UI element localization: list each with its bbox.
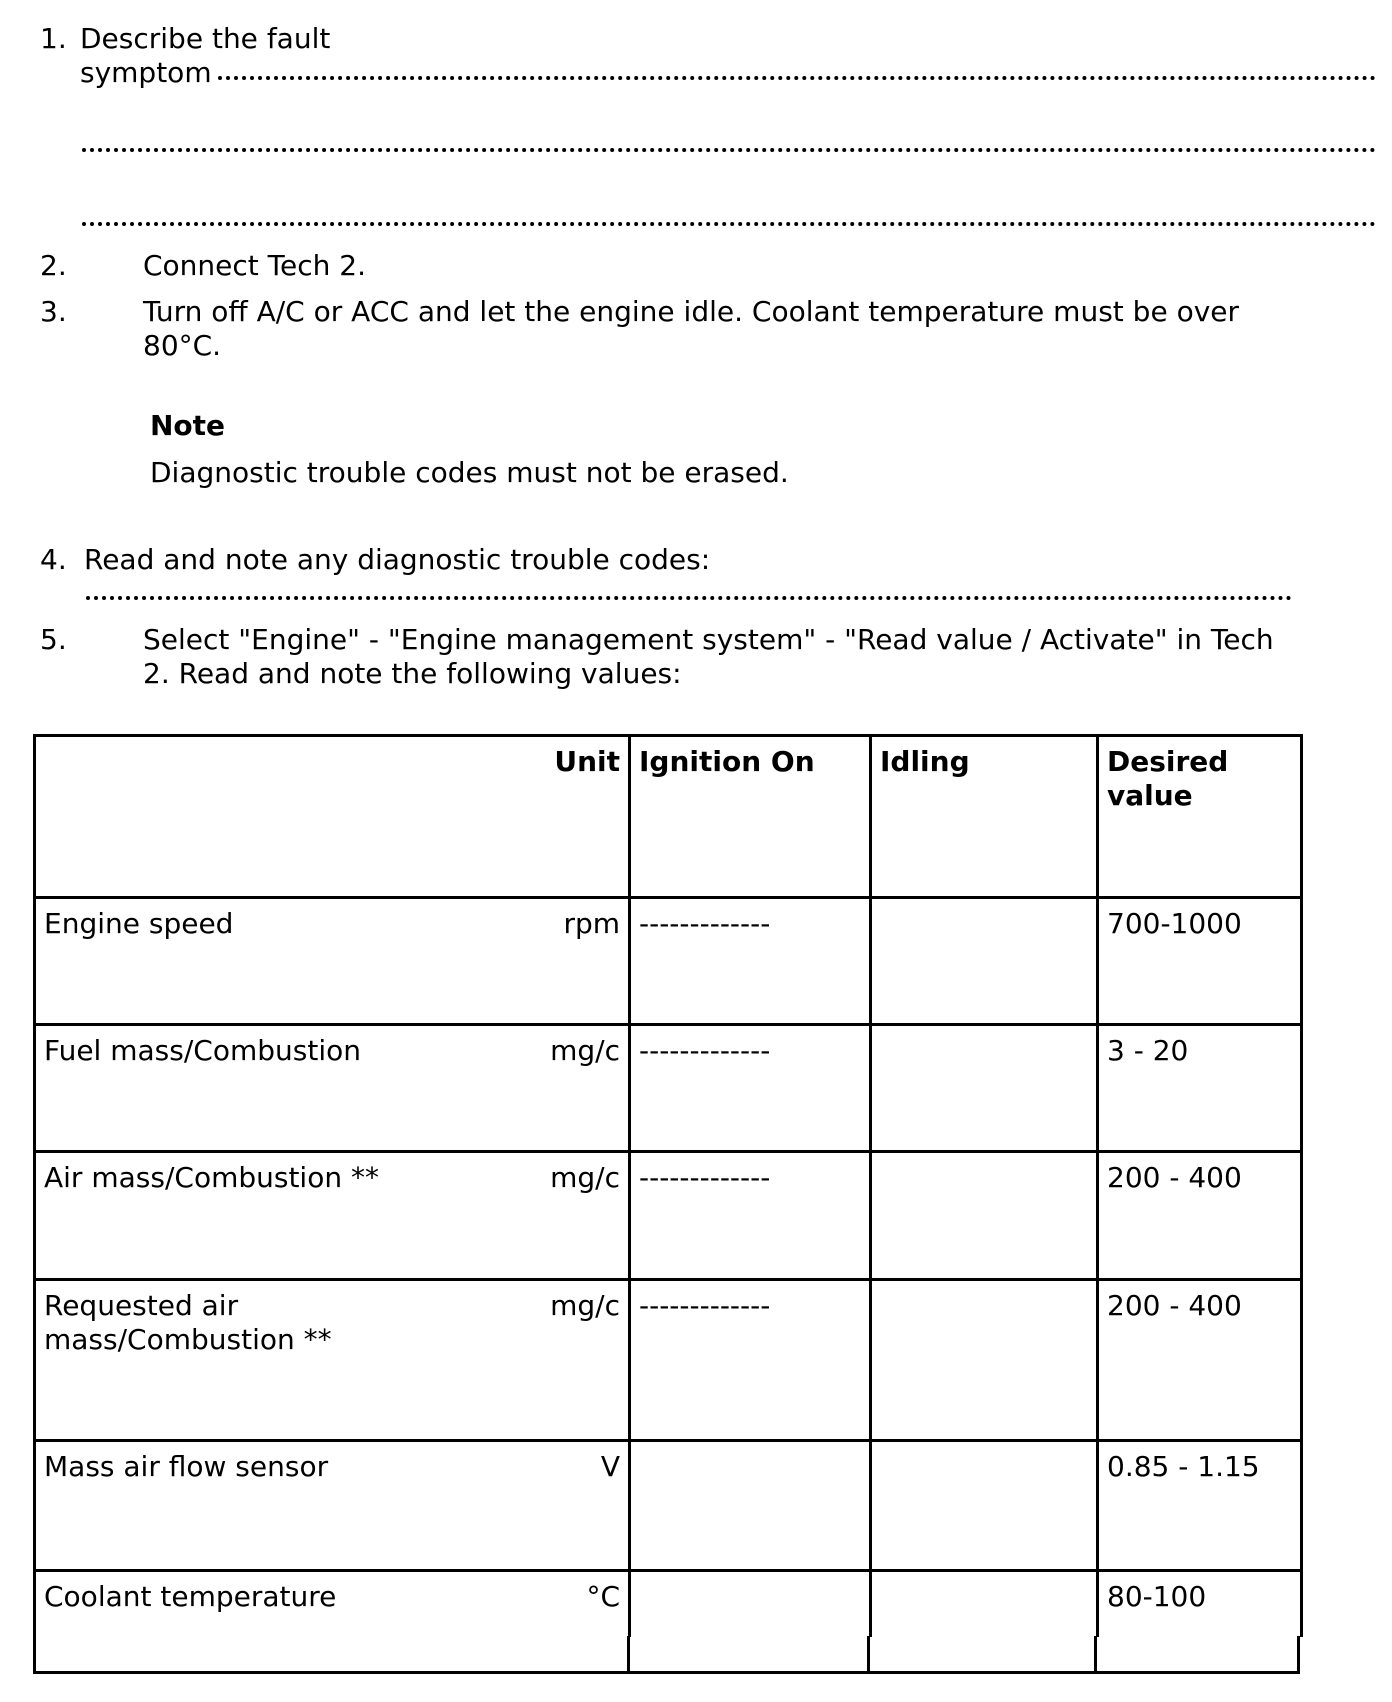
param-unit: rpm — [563, 907, 620, 940]
ignition-on-cell[interactable] — [630, 1441, 871, 1571]
param-cell — [35, 1571, 630, 1637]
header-desired-value: Desired value — [1098, 736, 1302, 898]
table-row — [35, 1441, 1302, 1571]
step-1-number: 1. — [40, 22, 67, 55]
idling-cell[interactable] — [871, 1152, 1098, 1280]
step-5-number: 5. — [40, 623, 67, 656]
desired-value-cell: 0.85 - 1.15 — [1098, 1441, 1302, 1571]
step-3-text: Turn off A/C or ACC and let the engine idle. Coolant temperature must be over — [143, 295, 1240, 328]
note-text: Diagnostic trouble codes must not be erased. — [150, 456, 789, 489]
param-name: Mass air flow sensor — [44, 1450, 329, 1483]
header-idling: Idling — [871, 736, 1098, 898]
param-unit: mg/c — [550, 1289, 620, 1322]
header-ignition-on: Ignition On — [630, 736, 871, 898]
param-name: Air mass/Combustion ** — [44, 1161, 379, 1194]
table-tail-border — [627, 1636, 630, 1674]
param-unit: V — [600, 1450, 620, 1483]
idling-cell[interactable] — [871, 898, 1098, 1025]
desired-value-cell: 700-1000 — [1098, 898, 1302, 1025]
table-row — [35, 1152, 1302, 1280]
table-row — [35, 1571, 1302, 1637]
step-2-text: Connect Tech 2. — [143, 249, 367, 282]
idling-cell[interactable] — [871, 1441, 1098, 1571]
idling-cell[interactable] — [871, 1280, 1098, 1441]
step-1-text-cont: symptom — [80, 56, 212, 89]
fault-symptom-line-2[interactable] — [82, 148, 1376, 152]
param-cell — [35, 898, 630, 1025]
desired-value-cell: 80-100 — [1098, 1571, 1302, 1637]
table-row — [35, 1280, 1302, 1441]
table-tail-border — [867, 1636, 870, 1674]
header-param-unit-cell — [35, 736, 630, 898]
step-5-text: Select "Engine" - "Engine management system" - "Read value / Activate" in Tech — [143, 623, 1274, 656]
trouble-codes-line[interactable] — [86, 596, 1292, 600]
step-2-number: 2. — [40, 249, 67, 282]
param-cell — [35, 1152, 630, 1280]
step-4-number: 4. — [40, 543, 67, 576]
ignition-on-cell[interactable]: ------------- — [630, 1025, 871, 1152]
table-tail-border — [1094, 1636, 1097, 1674]
param-name: Engine speed — [44, 907, 234, 940]
param-cell — [35, 1025, 630, 1152]
step-3-text-cont: 80°C. — [143, 329, 222, 362]
table-tail-border — [1297, 1636, 1300, 1674]
table-header-row — [35, 736, 1302, 898]
idling-cell[interactable] — [871, 1571, 1098, 1637]
fault-symptom-line-1[interactable] — [218, 76, 1376, 80]
table-tail-border — [33, 1636, 36, 1674]
fault-symptom-line-3[interactable] — [82, 222, 1376, 226]
ignition-on-cell[interactable]: ------------- — [630, 898, 871, 1025]
step-3-number: 3. — [40, 295, 67, 328]
step-4-text: Read and note any diagnostic trouble codes: — [84, 543, 711, 576]
desired-value-cell: 200 - 400 — [1098, 1280, 1302, 1441]
table-row — [35, 898, 1302, 1025]
ignition-on-cell[interactable] — [630, 1571, 871, 1637]
header-unit: Unit — [554, 745, 620, 778]
param-name: Coolant temperature — [44, 1580, 337, 1613]
table-row — [35, 1025, 1302, 1152]
param-unit: mg/c — [550, 1161, 620, 1194]
step-5-text-cont: 2. Read and note the following values: — [143, 657, 682, 690]
note-title: Note — [150, 409, 226, 442]
desired-value-cell: 200 - 400 — [1098, 1152, 1302, 1280]
step-1-text: Describe the fault — [80, 22, 331, 55]
param-unit: mg/c — [550, 1034, 620, 1067]
param-unit: °C — [586, 1580, 620, 1613]
param-cell — [35, 1441, 630, 1571]
idling-cell[interactable] — [871, 1025, 1098, 1152]
ignition-on-cell[interactable]: ------------- — [630, 1280, 871, 1441]
param-cell — [35, 1280, 630, 1441]
param-name: Fuel mass/Combustion — [44, 1034, 361, 1067]
param-name: Requested air mass/Combustion ** — [44, 1289, 332, 1356]
table-tail-bottom — [33, 1671, 1300, 1674]
desired-value-cell: 3 - 20 — [1098, 1025, 1302, 1152]
ignition-on-cell[interactable]: ------------- — [630, 1152, 871, 1280]
values-table — [33, 734, 1303, 1637]
